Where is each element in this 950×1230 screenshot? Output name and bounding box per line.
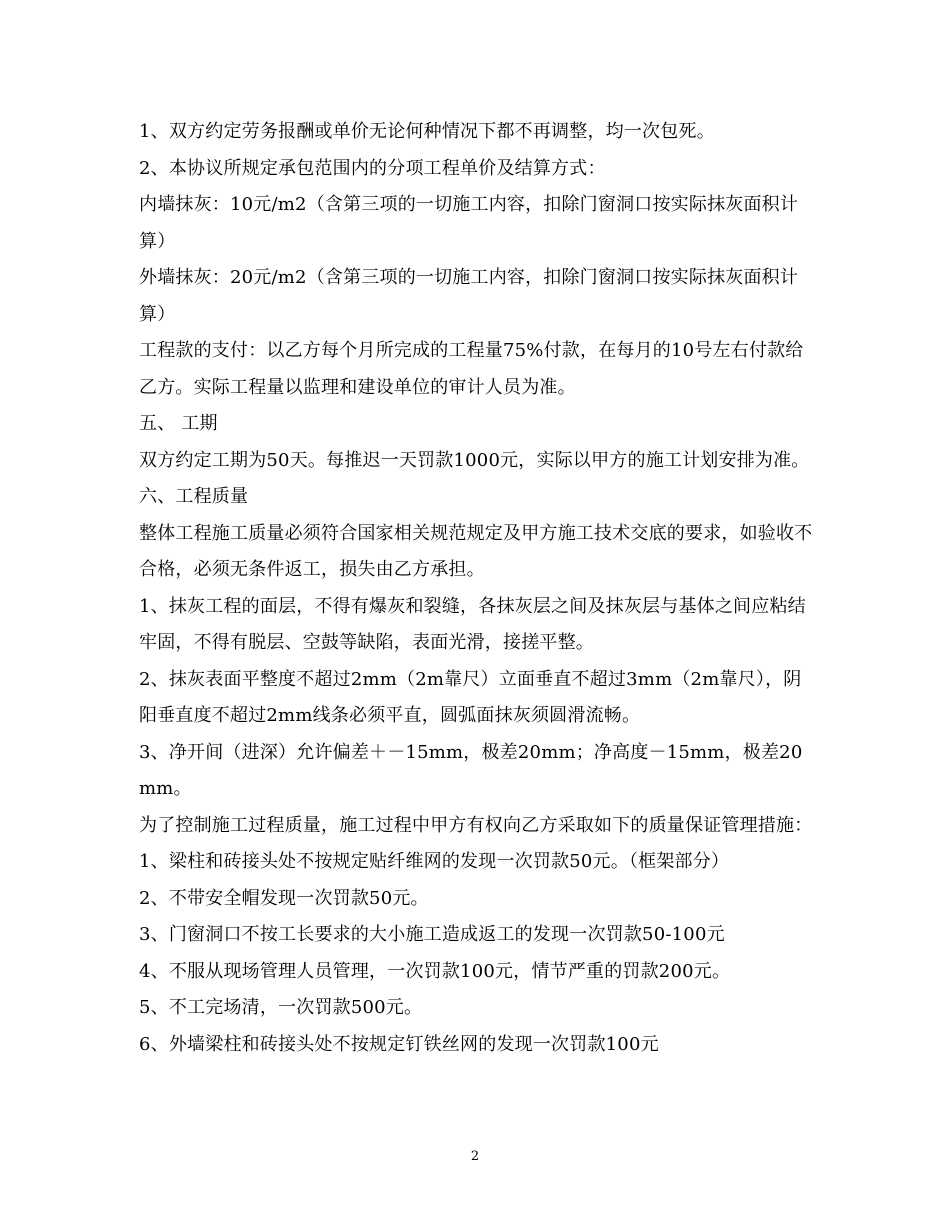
list-item-fiber-mesh-fine: 1、梁柱和砖接头处不按规定贴纤维网的发现一次罚款50元。（框架部分） xyxy=(139,851,730,872)
list-item-helmet-fine: 2、不带安全帽发现一次罚款50元。 xyxy=(139,887,429,909)
paragraph-schedule-penalty: 双方约定工期为50天。每推迟一天罚款1000元，实际以甲方的施工计划安排为准。 xyxy=(139,449,810,471)
section-heading-schedule: 五、 工期 xyxy=(139,413,218,434)
section-heading-quality: 六、工程质量 xyxy=(139,486,249,507)
paragraph-unit-price-heading: 2、本协议所规定承包范围内的分项工程单价及结算方式： xyxy=(139,157,606,179)
paragraph-remuneration-fixed: 1、双方约定劳务报酬或单价无论何种情况下都不再调整，均一次包死。 xyxy=(139,121,715,142)
document-body xyxy=(139,114,819,1063)
list-item-site-cleanup-fine: 5、不工完场清，一次罚款500元。 xyxy=(139,997,423,1018)
paragraph-quality-flatness: 2、抹灰表面平整度不超过2mm（2m靠尺）立面垂直不超过3mm（2m靠尺），阴阳垂直度不超过2mm线条必须平直，圆弧面抹灰须圆滑流畅。 xyxy=(139,668,802,726)
list-item-wire-mesh-fine: 6、外墙梁柱和砖接头处不按规定钉铁丝网的发现一次罚款100元 xyxy=(139,1033,659,1055)
paragraph-quality-overall: 整体工程施工质量必须符合国家相关规范规定及甲方施工技术交底的要求，如验收不合格，必须无条件返工，损失由乙方承担。 xyxy=(139,522,813,580)
paragraph-quality-tolerance: 3、净开间（进深）允许偏差＋－15mm，极差20mm；净高度－15mm，极差20mm。 xyxy=(139,741,803,799)
page-number: 2 xyxy=(470,1149,480,1164)
paragraph-payment-terms: 工程款的支付：以乙方每个月所完成的工程量75%付款，在每月的10号左右付款给乙方。实际工程量以监理和建设单位的审计人员为准。 xyxy=(139,340,804,398)
paragraph-quality-surface: 1、抹灰工程的面层，不得有爆灰和裂缝，各抹灰层之间及抹灰层与基体之间应粘结牢固，不得有脱层、空鼓等缺陷，表面光滑，接搓平整。 xyxy=(139,595,806,653)
list-item-disobedience-fine: 4、不服从现场管理人员管理，一次罚款100元，情节严重的罚款200元。 xyxy=(139,960,731,982)
paragraph-exterior-plaster: 外墙抹灰：20元/m2（含第三项的一切施工内容，扣除门窗洞口按实际抹灰面积计算） xyxy=(139,267,799,325)
paragraph-interior-plaster: 内墙抹灰：10元/m2（含第三项的一切施工内容，扣除门窗洞口按实际抹灰面积计算） xyxy=(139,194,799,252)
list-item-opening-rework-fine: 3、门窗洞口不按工长要求的大小施工造成返工的发现一次罚款50-100元 xyxy=(139,924,725,945)
paragraph-quality-measures-intro: 为了控制施工过程质量，施工过程中甲方有权向乙方采取如下的质量保证管理措施： xyxy=(139,814,813,836)
